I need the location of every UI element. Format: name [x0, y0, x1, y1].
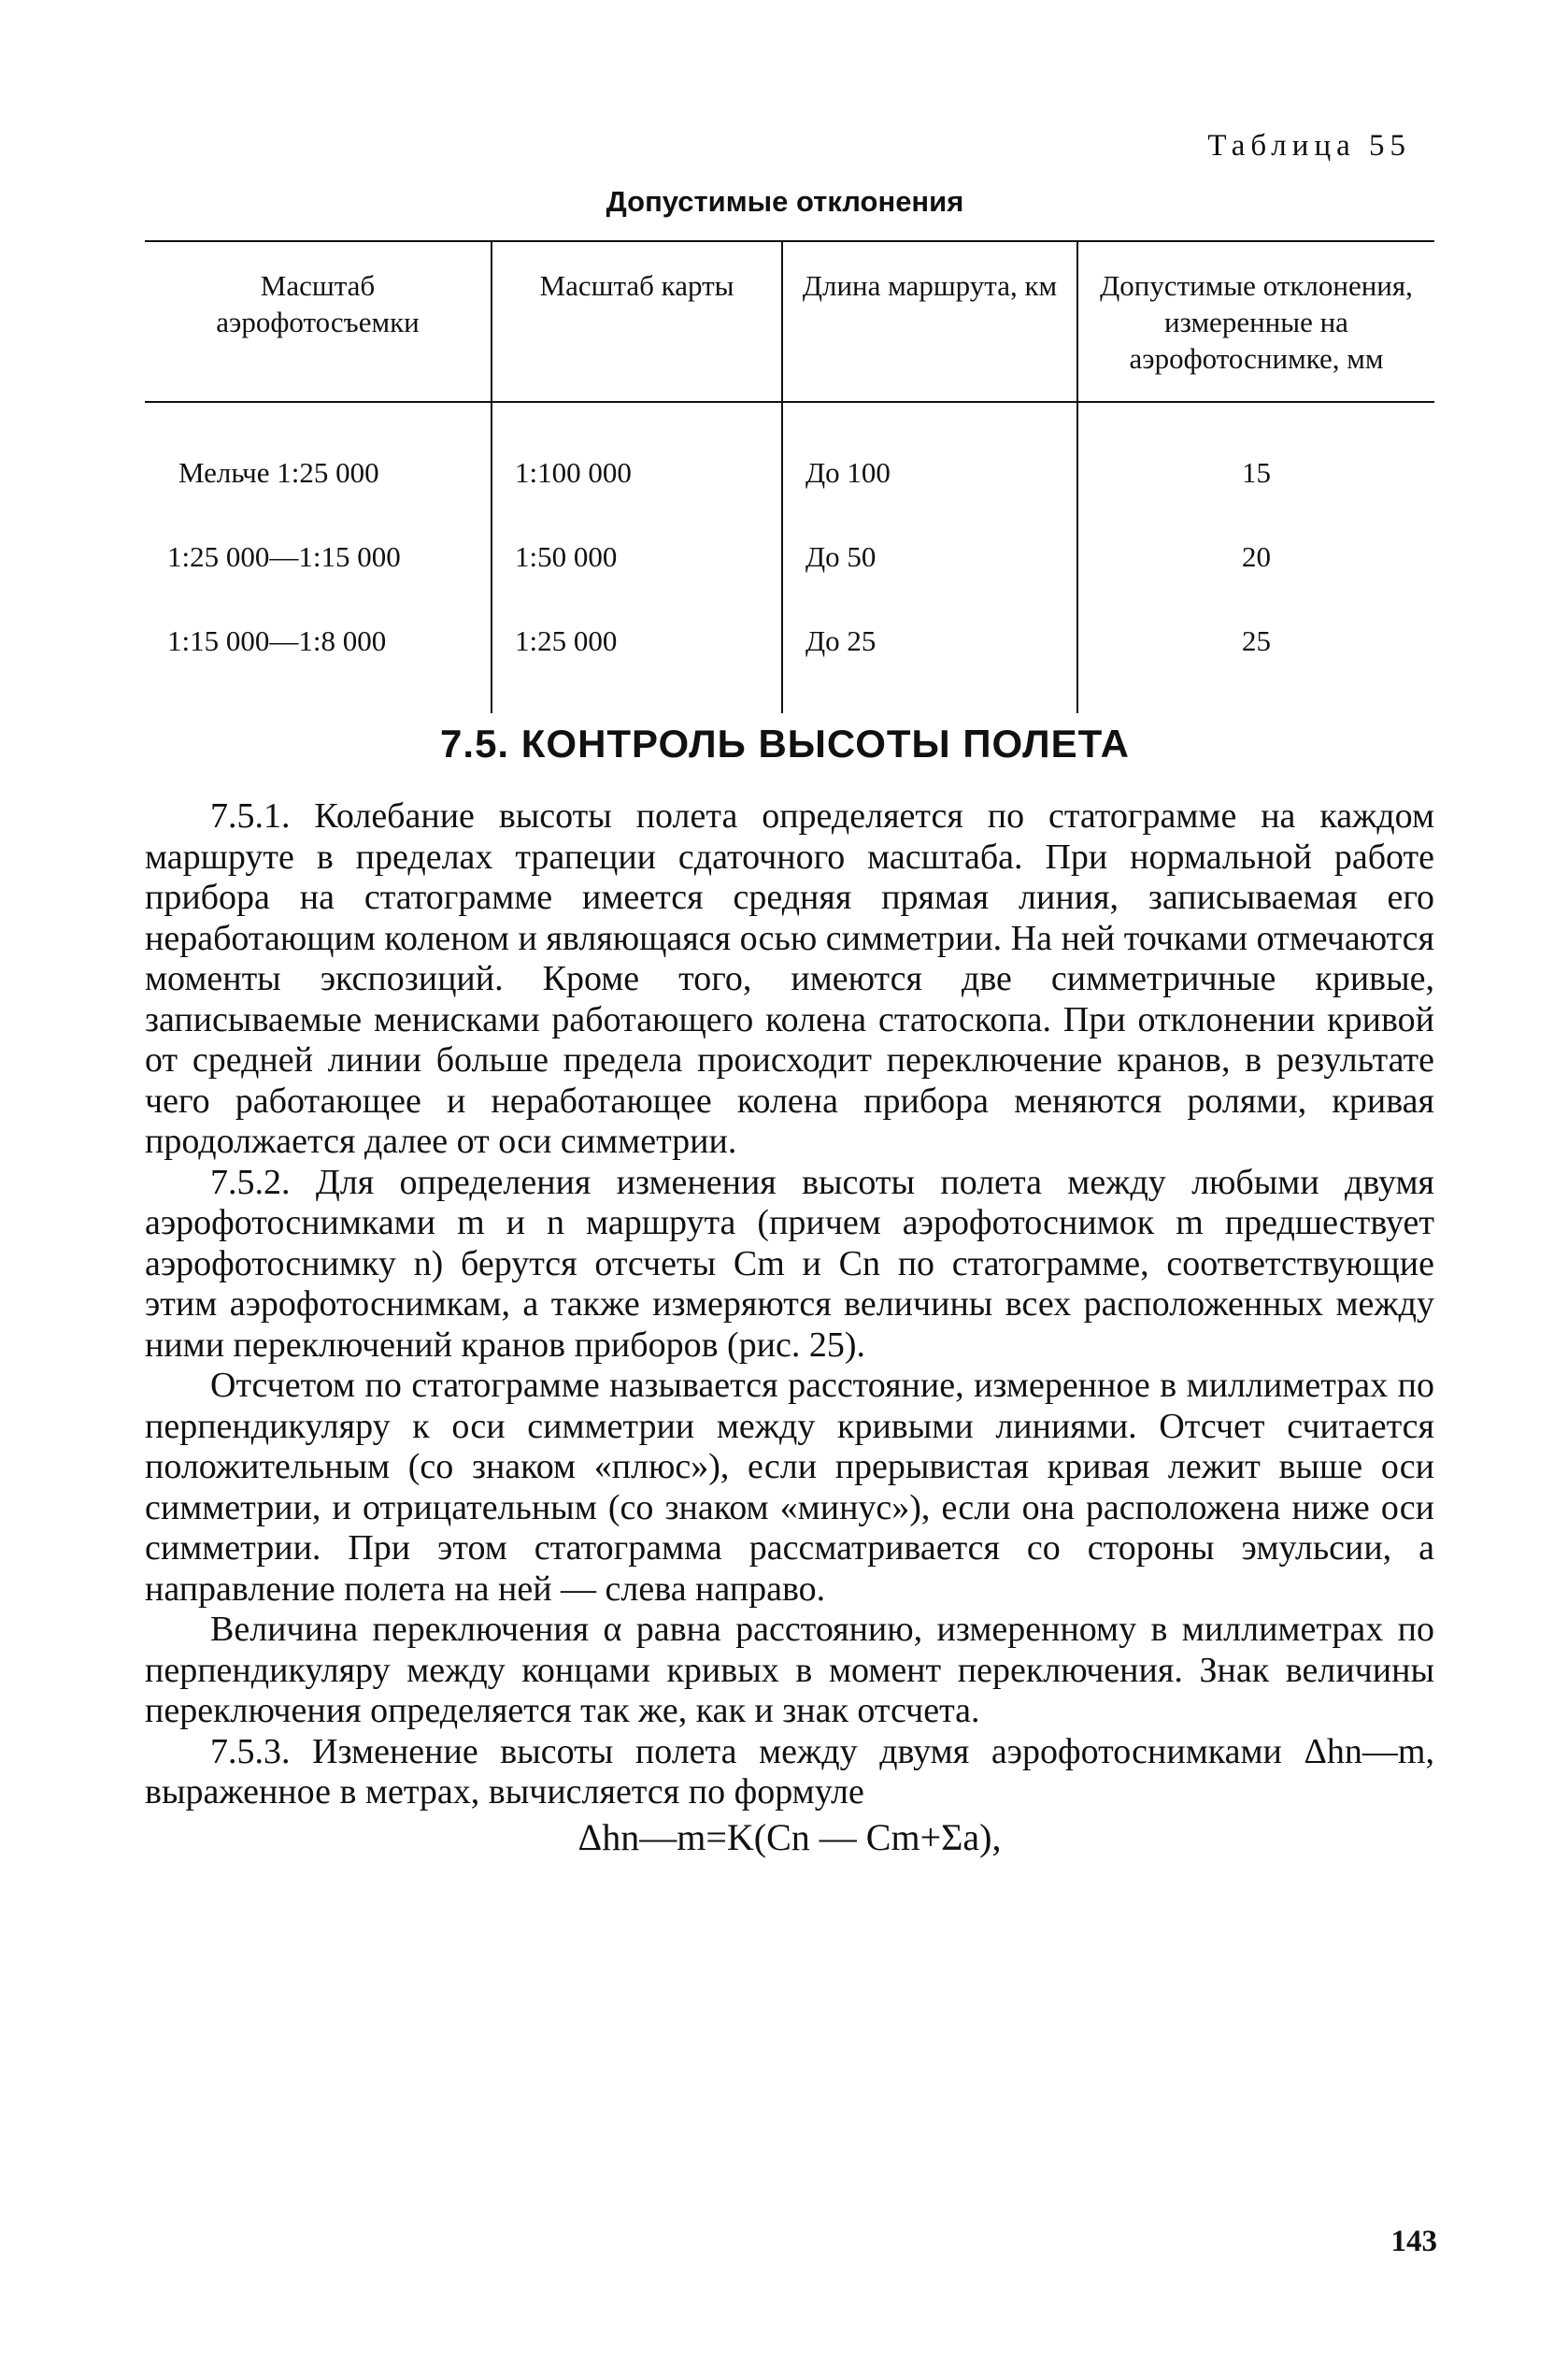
cell-survey-scale: 1:25 000—1:15 000: [167, 540, 401, 573]
header-survey-scale: Масштаб аэрофотосъемки: [145, 241, 492, 402]
table-row: [145, 402, 1434, 515]
paragraph-7-5-1: 7.5.1. Колебание высоты полета определяется по статограмме на каждом маршруте в пределах трапеции сдаточного масштаба. При нормальной работе прибора на статограмме имеется средняя прямая линия, записываемая его неработающим коленом и являющаяся осью симметрии. На ней точками отмечаются моменты экспозиций. Кроме того, имеются две симметричные кривые, записываемые менисками работающего колена статоскопа. При отклонении кривой от средней линии больше предела происходит переключение кранов, в результате чего работающее и неработающее колена прибора меняются ролями, кривая продолжается далее от оси симметрии.: [145, 796, 1434, 1161]
cell-route-length: До 50: [782, 515, 1077, 599]
cell-map-scale: 1:25 000: [492, 599, 782, 713]
cell-allowed-deviation: 15: [1077, 402, 1434, 515]
table-number: Таблица 55: [1207, 129, 1411, 163]
cell-allowed-deviation: 25: [1077, 599, 1434, 713]
table-title: Допустимые отклонения: [606, 185, 964, 218]
cell-map-scale: 1:100 000: [492, 402, 782, 515]
cell-route-length: До 100: [782, 402, 1077, 515]
section-body: [145, 796, 1434, 1857]
paragraph-7-5-2: 7.5.2. Для определения изменения высоты полета между любыми двумя аэрофотоснимками m и n маршрута (причем аэрофотоснимок m предшествует аэрофотоснимку n) берутся отсчеты Cm и Cn по статограмме, соответствующие этим аэрофотоснимкам, а также измеряются величины всех расположенных между ними переключений кранов приборов (рис. 25).: [145, 1162, 1434, 1365]
table-row: [145, 515, 1434, 599]
cell-route-length: До 25: [782, 599, 1077, 713]
section-heading: 7.5. КОНТРОЛЬ ВЫСОТЫ ПОЛЕТА: [440, 722, 1130, 766]
paragraph-reading-definition: Отсчетом по статограмме называется расстояние, измеренное в миллиметрах по перпендикуляру к оси симметрии между кривыми линиями. Отсчет считается положительным (со знаком «плюс»), если прерывистая кривая лежит выше оси симметрии, и отрицательным (со знаком «минус»), если она расположена ниже оси симметрии. При этом статограмма рассматривается со стороны эмульсии, а направление полета на ней — слева направо.: [145, 1366, 1434, 1609]
height-change-formula: Δhn—m=K(Cn — Cm+Σa),: [577, 1815, 1002, 1858]
header-allowed-deviation: Допустимые отклонения, измеренные на аэрофотоснимке, мм: [1077, 241, 1434, 402]
header-route-length: Длина маршрута, км: [782, 241, 1077, 402]
cell-map-scale: 1:50 000: [492, 515, 782, 599]
cell-survey-scale: 1:15 000—1:8 000: [167, 624, 387, 657]
deviations-table: [145, 240, 1434, 713]
paragraph-switch-value: Величина переключения α равна расстоянию, измеренному в миллиметрах по перпендикуляру между концами кривых в момент переключения. Знак величины переключения определяется так же, как и знак отсчета.: [145, 1610, 1434, 1730]
cell-survey-scale: Мельче 1:25 000: [178, 456, 379, 489]
header-map-scale: Масштаб карты: [492, 241, 782, 402]
table-row: [145, 599, 1434, 713]
cell-allowed-deviation: 20: [1077, 515, 1434, 599]
table-header-row: [145, 241, 1434, 402]
paragraph-7-5-3: 7.5.3. Изменение высоты полета между двумя аэрофотоснимками Δhn—m, выраженное в метрах, вычисляется по формуле: [145, 1731, 1434, 1812]
page-number: 143: [1390, 2225, 1437, 2258]
